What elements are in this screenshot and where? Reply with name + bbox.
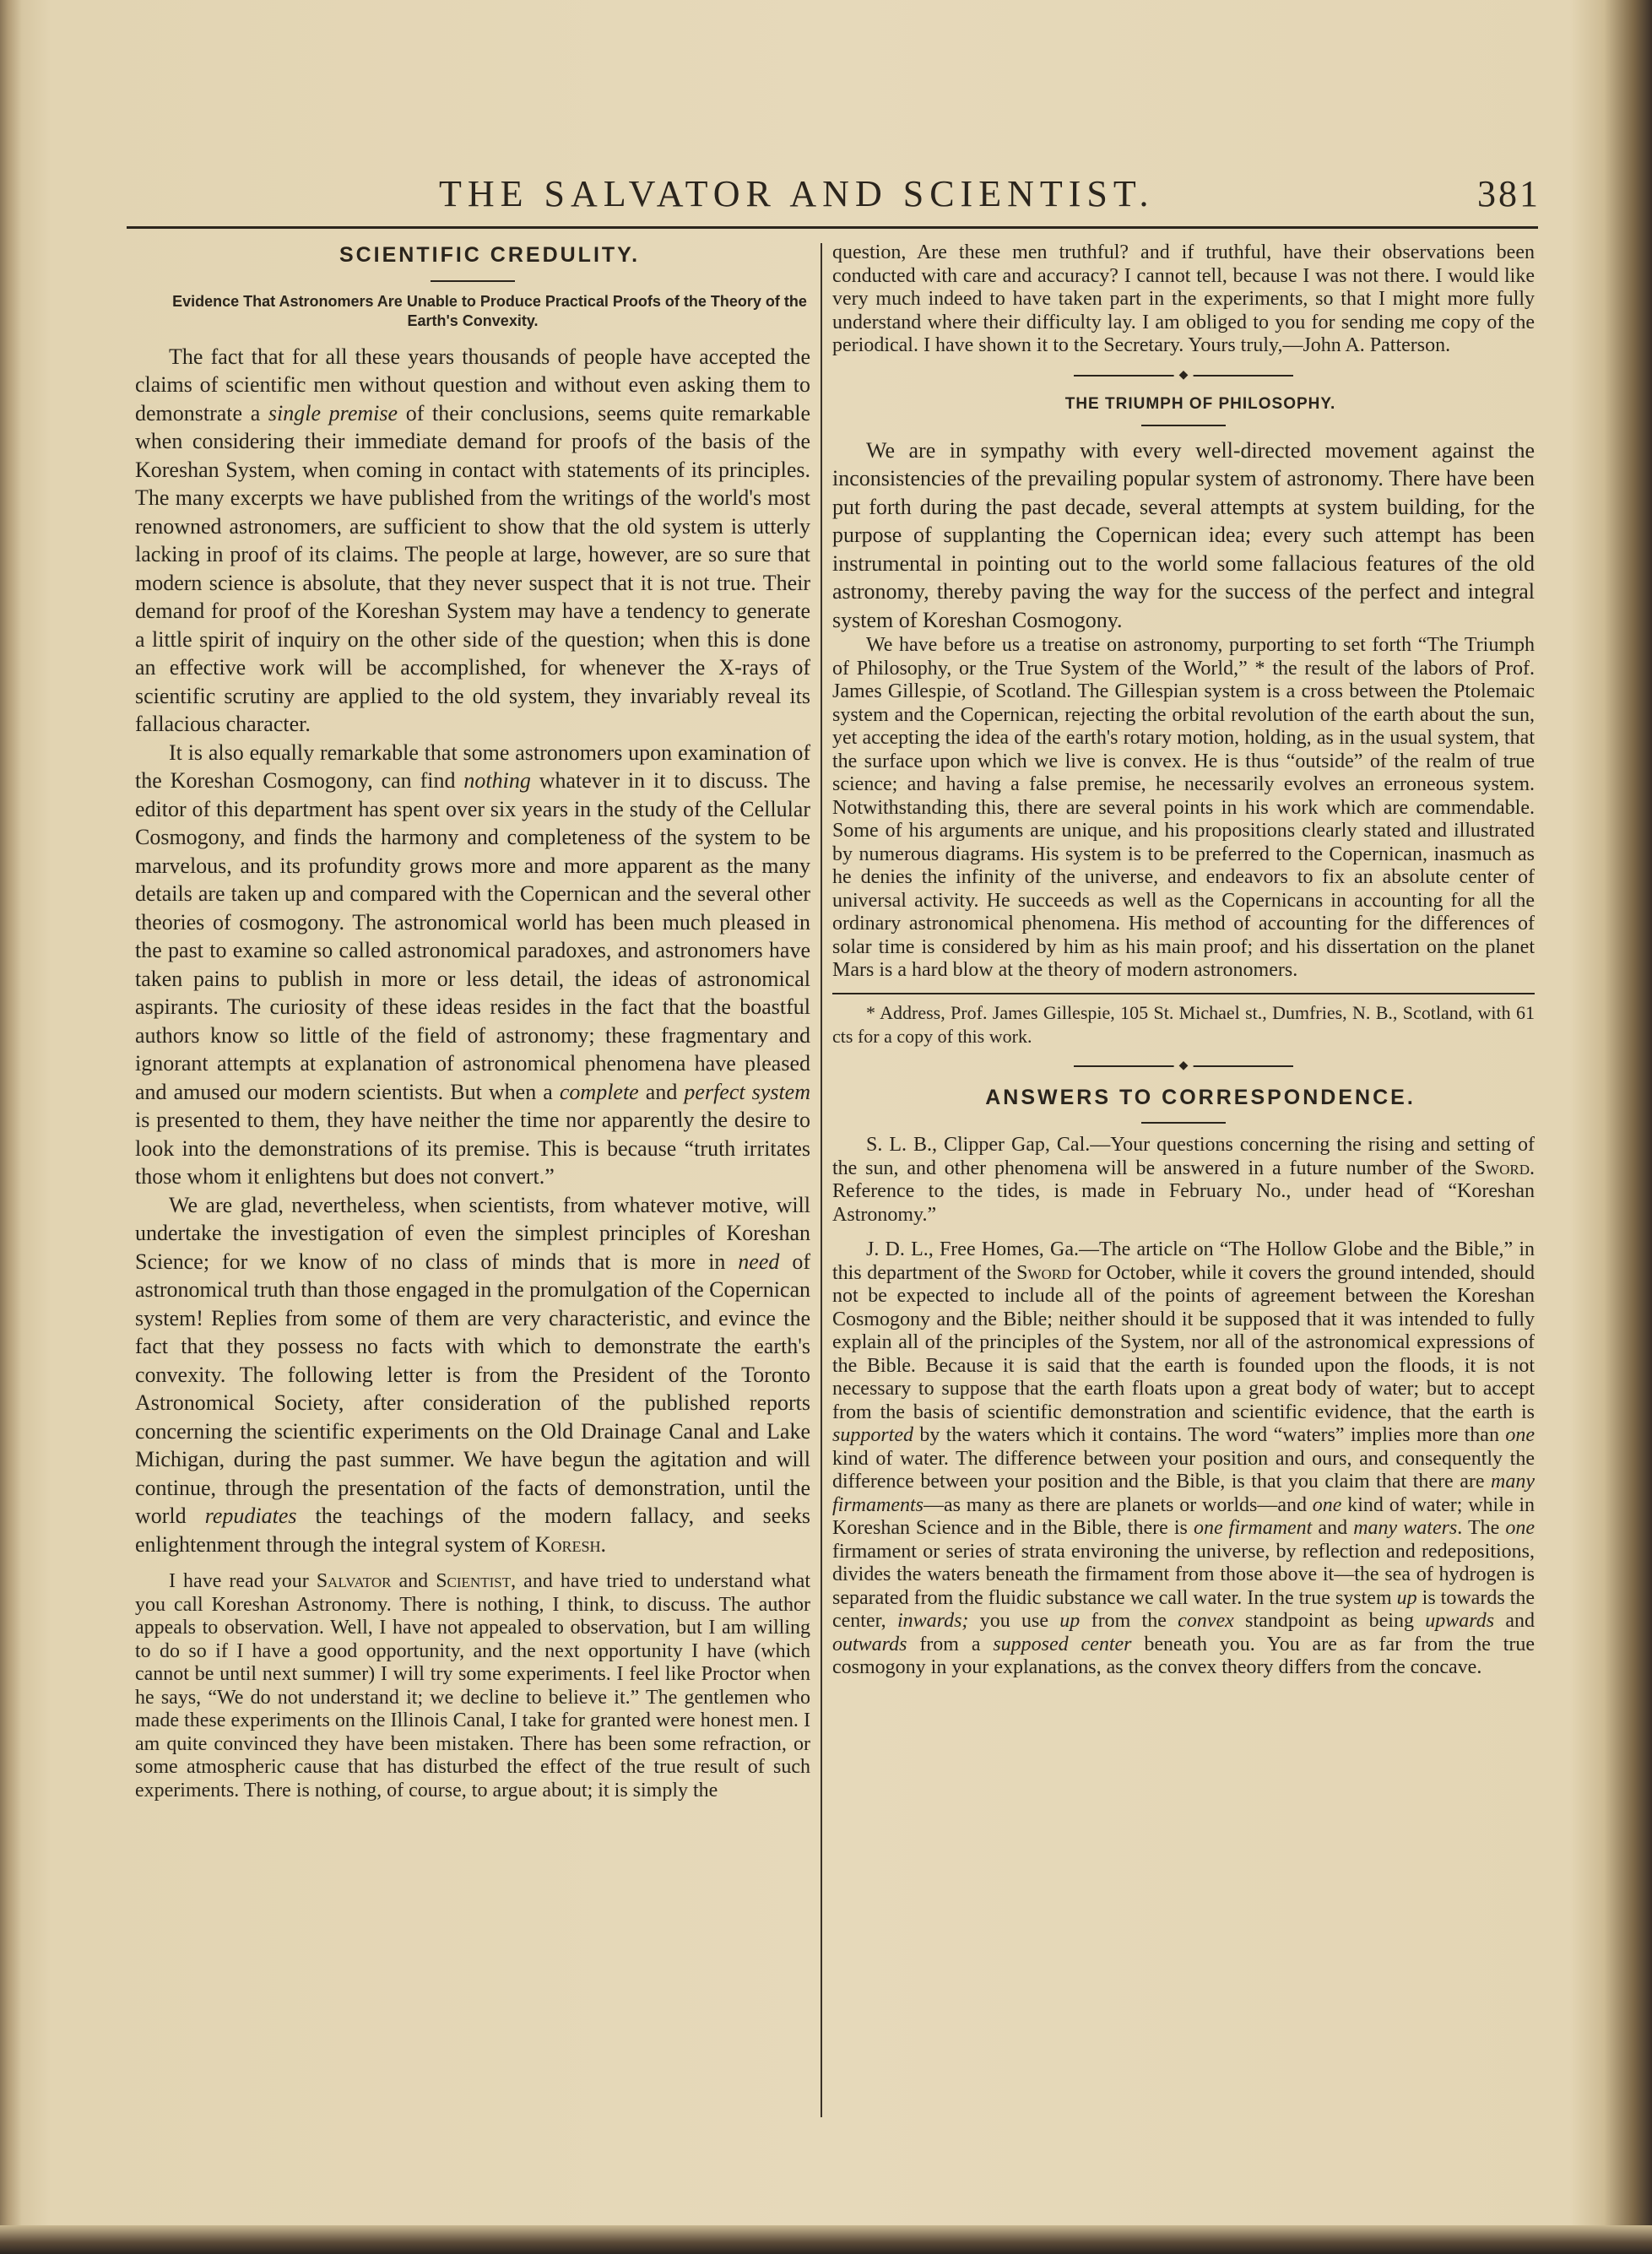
article-paragraph: We are in sympathy with every well-directed movement against the inconsistencies of the prevailing popular system of astronomy. There have been put forth during the past decade, several attempts at system building, for the purpose of supplanting the Copernican idea; every such attempt has been instrumental in pointing out to the world some fallacious features of the old astronomy, thereby paving the way for the success of the perfect and integral system of Koreshan Cosmogony. bbox=[832, 437, 1535, 632]
running-header-title: THE SALVATOR AND SCIENTIST. bbox=[439, 173, 1155, 214]
answer-paragraph: S. L. B., Clipper Gap, Cal.—Your questions concerning the rising and setting of the sun, and other phenomena will be answered in a future number of the Sword. Reference to the tides, is made in February No., under head of “Koreshan Astronomy.” bbox=[832, 1134, 1535, 1226]
footnote: * Address, Prof. James Gillespie, 105 St. Michael st., Dumfries, N. B., Scotland, with 61 cts for a copy of this work. bbox=[832, 1001, 1535, 1047]
left-column bbox=[135, 241, 810, 1802]
right-column bbox=[832, 241, 1535, 1680]
header-rule bbox=[127, 226, 1538, 229]
article-heading-answers: ANSWERS TO CORRESPONDENCE. bbox=[985, 1085, 1416, 1109]
footnote-rule bbox=[832, 993, 1535, 994]
ornamental-rule: ◆ bbox=[1074, 370, 1293, 382]
ornamental-rule: ◆ bbox=[1074, 1060, 1293, 1072]
quoted-letter-continued: question, Are these men truthful? and if truthful, have their observations been conducted with care and accuracy? I cannot tell, because I was not there. I would like very much indeed to have taken part in the experiments, so that I might more fully understand where their difficulty lay. I am obliged to you for sending me copy of the periodical. I have shown it to the Secretary. Yours truly,—John A. Patterson. bbox=[832, 241, 1535, 356]
article-paragraph: We have before us a treatise on astronomy, purporting to set forth “The Triumph of Philosophy, or the True System of the World,” * the result of the labors of Prof. James Gillespie, of Scotland. The Gillespian system is a cross between the Ptolemaic system and the Copernican, rejecting the orbital revolution of the earth about the sun, yet accepting the idea of the earth's rotary motion, holding, as in the usual system, that the surface upon which we live is convex. He is thus “outside” of the realm of true science; and having a false premise, he necessarily evolves an erroneous system. Notwithstanding this, there are several points in his work which are commendable. Some of his arguments are unique, and his propositions clearly stated and illustrated by numerous diagrams. His system is to be preferred to the Copernican, inasmuch as he denies the infinity of the universe, and endeavors to fix an absolute center of universal activity. He succeeds as well as the Copernicans in accounting for all the ordinary astronomical phenomena. His method of accounting for the differences of solar time is considered by him as his main proof; and his dissertation on the planet Mars is a hard blow at the theory of modern astronomers. bbox=[832, 634, 1535, 981]
page-number: 381 bbox=[1477, 173, 1541, 214]
heading-rule bbox=[431, 280, 515, 282]
heading-rule bbox=[1141, 1122, 1226, 1124]
heading-rule bbox=[1141, 425, 1226, 426]
article-paragraph: We are glad, nevertheless, when scientists, from whatever motive, will undertake the investigation of even the simplest principles of Koreshan Science; for we know of no class of minds that is more in need of astronomical truth than those engaged in the promulgation of the Copernican system! Replies from some of them are very characteristic, and evince the fact that they possess no facts with which to demonstrate the earth's convexity. The following letter is from the President of the Toronto Astronomical Society, after consideration of the published reports concerning the scientific experiments on the Old Drainage Canal and Lake Michigan, during the past summer. We have begun the agitation and will continue, through the presentation of the facts of demonstration, until the world repudiates the teachings of the modern fallacy, and seeks enlightenment through the integral system of Koresh. bbox=[135, 1192, 811, 1557]
answer-paragraph: J. D. L., Free Homes, Ga.—The article on “The Hollow Globe and the Bible,” in this department of the Sword for October, while it covers the ground intended, should not be expected to include all of the points of agreement between the Koreshan Cosmogony and the Bible; neither should it be supposed that it was intended to fully explain all of the principles of the System, nor all of the astronomical expressions of the Bible. Because it is said that the earth is founded upon the floods, it is not necessary to suppose that the earth floats upon a great body of water; but to accept from the basis of scientific demonstration and scientific evidence, that the earth is supported by the waters which it contains. The word “waters” implies more than one kind of water. The difference between your position and ours, and consequently the difference between your position and the Bible, is that you claim that there are many firmaments—as many as there are planets or worlds—and one kind of water; while in Koreshan Science and in the Bible, there is one firmament and many waters. The one firmament or series of strata environing the universe, by reflection and redepositions, divides the waters beneath the firmament from those above it—the sea of hydrogen is separated from the fluidic substance we call water. In the true system up is towards the center, inwards; you use up from the convex standpoint as being upwards and outwards from a supposed center beneath you. You are as far from the true cosmogony in your explanations, as the convex theory differs from the concave. bbox=[832, 1238, 1536, 1678]
article-paragraph: The fact that for all these years thousands of people have accepted the claims of scientific men without question and without even asking them to demonstrate a single premise of their conclusions, seems quite remarkable when considering their immediate demand for proofs of the basis of the Koreshan System, when coming in contact with statements of its principles. The many excerpts we have published from the writings of the world's most renowned astronomers, are sufficient to show that the old system is utterly lacking in proof of its claims. The people at large, however, are so sure that modern science is absolute, that they never suspect that it is not true. Their demand for proof of the Koreshan System may have a tendency to generate a little spirit of inquiry on the other side of the question; when this is done an effective work will be accomplished, for whenever the X-rays of scientific scrutiny are applied to the old system, they invariably reveal its fallacious character. bbox=[135, 344, 810, 736]
quoted-letter: I have read your Salvator and Scientist, and have tried to understand what you call Koreshan Astronomy. There is nothing, I think, to discuss. The author appeals to observation. Well, I have not appealed to observation, but I am willing to do so if I have a good opportunity, and the next opportunity I have (which cannot be until next summer) I will try some experiments. I feel like Proctor when he says, “We do not understand it; we decline to believe it.” The gentlemen who made these experiments on the Illinois Canal, I take for granted were honest men. I am quite convinced they have been mistaken. There has been some refraction, or some atmospheric cause that has disturbed the effect of the true result of such experiments. There is nothing, of course, to argue about; it is simply the bbox=[135, 1570, 810, 1802]
article-heading-triumph-of-philosophy: THE TRIUMPH OF PHILOSOPHY. bbox=[1064, 394, 1336, 413]
article-paragraph: It is also equally remarkable that some astronomers upon examination of the Koreshan Cosmogony, can find nothing whatever in it to discuss. The editor of this department has spent over six years in the study of the Cellular Cosmogony, and finds the harmony and completeness of the system to be marvelous, and its profundity grows more and more apparent as the many details are taken up and compared with the Copernican and the several other theories of cosmogony. The astronomical world has been much pleased in the past to examine so called astronomical paradoxes, and astronomers have taken pains to publish in more or less detail, the ideas of astronomical aspirants. The curiosity of these ideas resides in the fact that the boastful authors know so little of the field of astronomy; these fragmentary and ignorant attempts at explanation of astronomical phenomena have pleased and amused our modern scientists. But when a complete and perfect system is presented to them, they have neither the time nor apparently the desire to look into the demonstrations of its premise. This is because “truth irritates those whom it enlightens but does not convert.” bbox=[135, 740, 810, 1189]
article-deck: Evidence That Astronomers Are Unable to Produce Practical Proofs of the Theory of the Earth's Convexity. bbox=[172, 292, 807, 329]
column-divider bbox=[821, 243, 822, 2117]
page-edge-shadow bbox=[0, 2225, 1652, 2254]
article-heading-scientific-credulity: SCIENTIFIC CREDULITY. bbox=[339, 243, 641, 267]
